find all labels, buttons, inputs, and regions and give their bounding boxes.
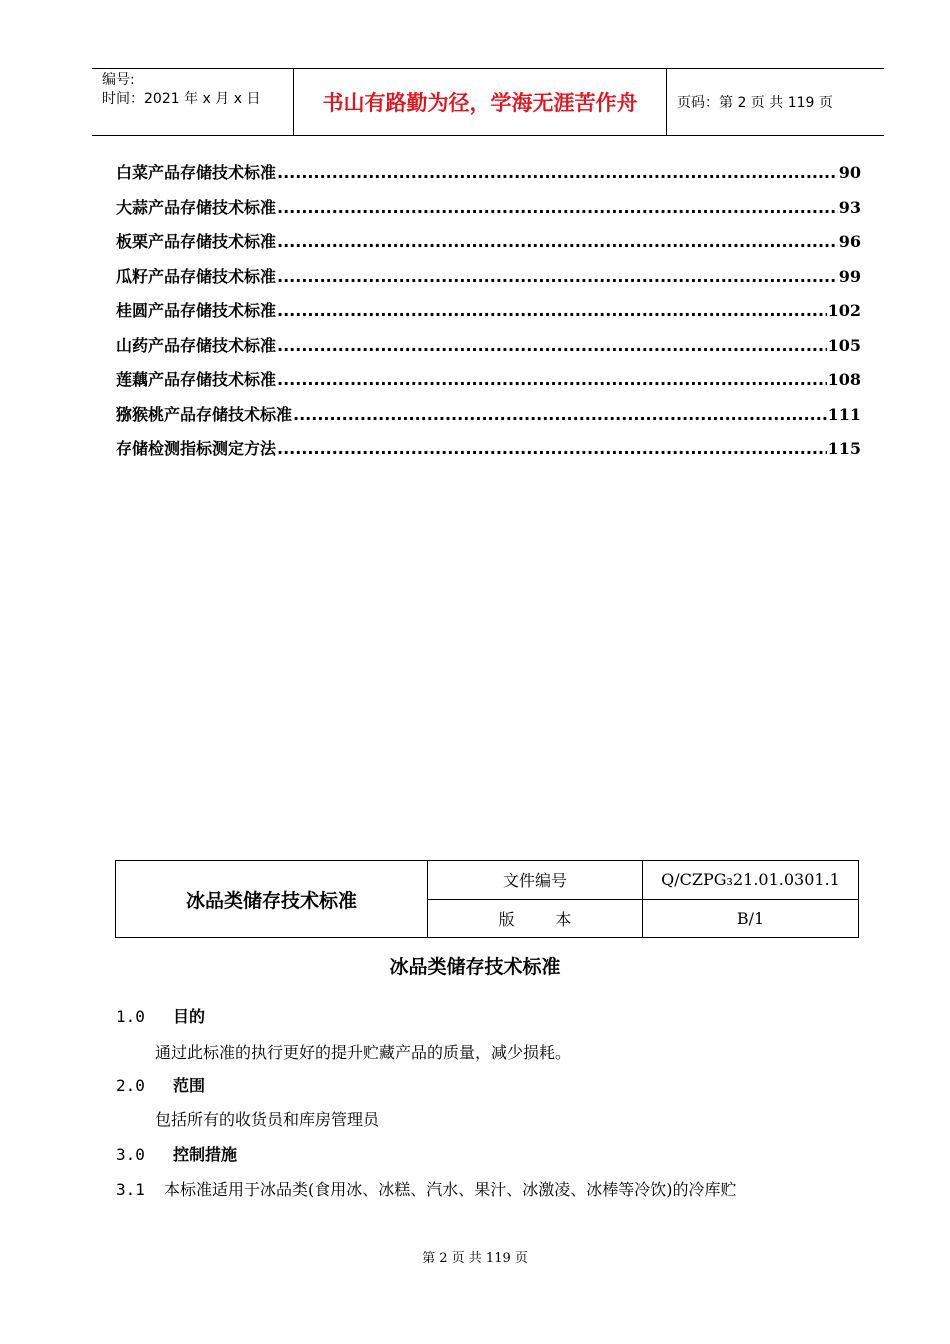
section-label: 控制措施 — [173, 1145, 238, 1164]
version-row — [428, 899, 858, 938]
toc-page: 105 — [827, 335, 861, 355]
toc-title: 桂圆产品存储技术标准 — [116, 301, 277, 320]
toc-leader — [277, 163, 838, 182]
section-heading — [116, 1142, 237, 1165]
toc-title: 瓜籽产品存储技术标准 — [116, 266, 277, 286]
toc-page: 90 — [838, 163, 861, 182]
toc-leader — [277, 439, 827, 458]
toc-title: 大蒜产品存储技术标准 — [116, 197, 277, 217]
document-title: 冰品类储存技术标准 — [389, 956, 561, 978]
section-label: 目的 — [173, 1007, 206, 1026]
toc-page: 102 — [827, 301, 861, 320]
table-of-contents — [116, 160, 861, 471]
toc-entry[interactable] — [116, 264, 861, 299]
header-meta — [92, 69, 294, 135]
toc-leader — [277, 198, 838, 217]
doc-number-value: Q/CZPG₃21.01.0301.1 — [661, 870, 840, 890]
toc-leader — [277, 336, 827, 355]
toc-title: 板栗产品存储技术标准 — [116, 232, 277, 251]
page-header — [92, 68, 884, 136]
document-info-table — [115, 860, 859, 938]
code-label: 编号: — [102, 72, 135, 88]
toc-title: 山药产品存储技术标准 — [116, 335, 277, 355]
version-label: 版 本 — [428, 900, 643, 938]
toc-title: 莲藕产品存储技术标准 — [116, 370, 277, 389]
toc-entry[interactable] — [116, 436, 861, 471]
toc-page: 108 — [827, 370, 861, 389]
toc-title: 猕猴桃产品存储技术标准 — [116, 404, 293, 424]
version-value: B/1 — [736, 908, 765, 928]
toc-title: 白菜产品存储技术标准 — [116, 163, 277, 182]
toc-page: 99 — [838, 266, 861, 286]
toc-entry[interactable] — [116, 298, 861, 333]
clause-number: 3.1 — [116, 1180, 145, 1199]
toc-entry[interactable] — [116, 229, 861, 264]
section-heading — [116, 1004, 205, 1027]
section-number: 2.0 — [116, 1076, 145, 1095]
toc-page: 115 — [827, 439, 861, 458]
doc-number-label: 文件编号 — [428, 861, 643, 899]
toc-leader — [277, 267, 838, 286]
page-footer: 第 2 页 共 119 页 — [422, 1251, 528, 1266]
standard-name: 冰品类储存技术标准 — [116, 861, 428, 937]
section-number: 3.0 — [116, 1145, 145, 1164]
toc-page: 96 — [838, 232, 861, 251]
toc-page: 111 — [827, 404, 861, 424]
doc-number-row — [428, 861, 858, 899]
clause-3-1 — [116, 1177, 737, 1200]
section-label: 范围 — [173, 1076, 206, 1095]
time-label: 时间：2021 年 x 月 x 日 — [102, 91, 261, 107]
toc-leader — [277, 370, 827, 389]
toc-leader — [293, 405, 827, 424]
section-heading — [116, 1073, 205, 1096]
toc-entry[interactable] — [116, 402, 861, 437]
section-text: 通过此标准的执行更好的提升贮藏产品的质量，减少损耗。 — [155, 1043, 572, 1062]
toc-entry[interactable] — [116, 367, 861, 402]
toc-entry[interactable] — [116, 333, 861, 368]
section-text: 包括所有的收货员和库房管理员 — [155, 1110, 380, 1129]
toc-page: 93 — [838, 197, 861, 217]
toc-entry[interactable] — [116, 160, 861, 195]
toc-entry[interactable] — [116, 195, 861, 230]
toc-title: 存储检测指标测定方法 — [116, 439, 277, 458]
toc-leader — [277, 301, 827, 320]
toc-leader — [277, 232, 838, 251]
section-number: 1.0 — [116, 1007, 145, 1026]
header-page-info: 页码：第 2 页 共 119 页 — [677, 95, 833, 111]
info-grid — [428, 861, 858, 937]
header-motto: 书山有路勤为径，学海无涯苦作舟 — [294, 69, 667, 135]
clause-text: 本标准适用于冰品类(食用冰、冰糕、汽水、果汁、冰激凌、冰棒等冷饮)的冷库贮 — [164, 1180, 737, 1199]
